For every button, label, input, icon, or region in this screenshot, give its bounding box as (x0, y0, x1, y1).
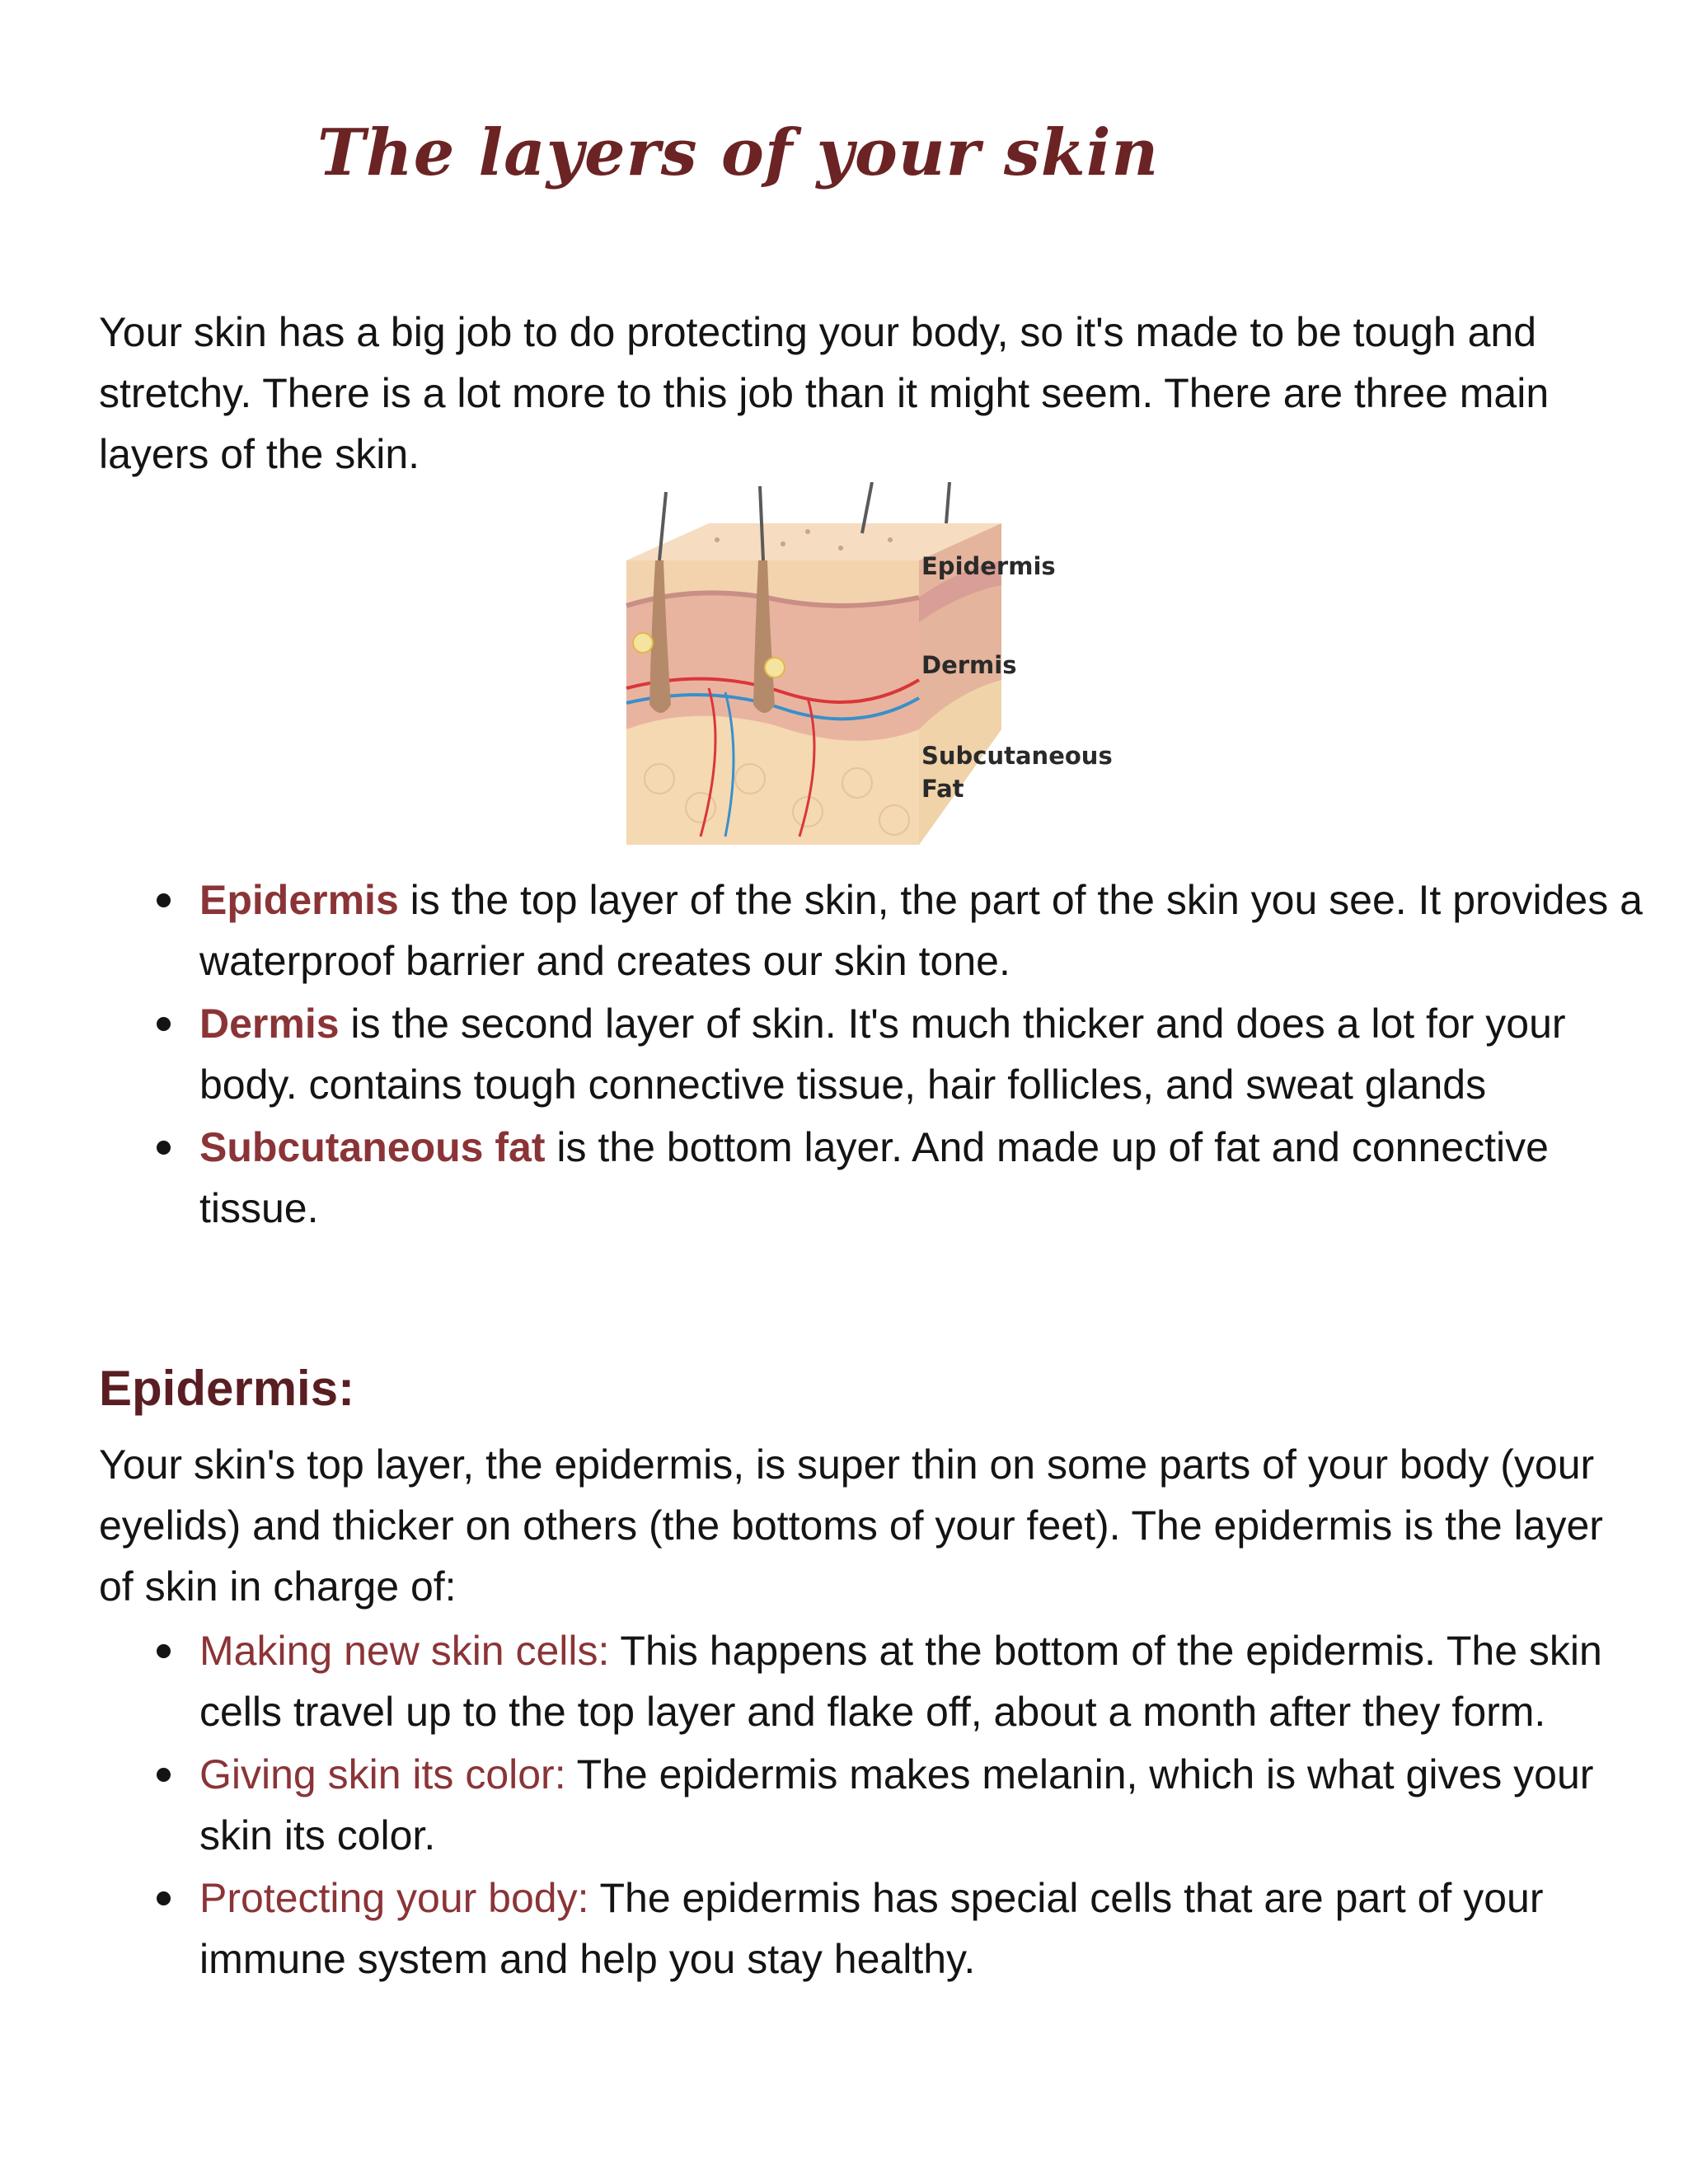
layer-description: is the top layer of the skin, the part of the skin you see. It provides a waterproof barrier and creates our skin tone. (199, 877, 1643, 984)
section-heading-epidermis: Epidermis: (99, 1361, 355, 1416)
list-item (99, 1744, 1648, 1866)
layer-description: is the second layer of skin. It's much thicker and does a lot for your body. contains tough connective tissue, hair follicles, and sweat glands (199, 1001, 1566, 1108)
function-term: Making new skin cells: (199, 1628, 610, 1674)
layer-term: Epidermis (199, 877, 399, 923)
list-item (99, 1620, 1648, 1742)
epidermis-functions-list (99, 1620, 1648, 1990)
subcutaneous-label: Subcutaneous (921, 742, 1113, 770)
function-description: The epidermis has special cells that are part of your immune system and help you stay healthy. (199, 1875, 1544, 1982)
function-description: This happens at the bottom of the epidermis. The skin cells travel up to the top layer and flake off, about a month after they form. (199, 1628, 1602, 1735)
function-term: Giving skin its color: (199, 1751, 566, 1797)
bullet-icon (157, 1768, 171, 1782)
layer-term: Subcutaneous fat (199, 1124, 546, 1170)
layer-term: Dermis (199, 1001, 340, 1047)
skin-layers-list (99, 869, 1648, 1239)
list-item (99, 1868, 1648, 1990)
skin-cross-section-illustration (610, 482, 1137, 853)
bullet-icon (157, 1644, 171, 1658)
epidermis-paragraph: Your skin's top layer, the epidermis, is super thin on some parts of your body (your eyelids) and thicker on others (the bottoms of your feet). The epidermis is the layer of skin in charge of: (99, 1441, 1603, 1610)
layer-description: is the bottom layer. And made up of fat and connective tissue. (199, 1124, 1549, 1231)
page-title: The layers of your skin (317, 115, 1160, 190)
bullet-icon (157, 1141, 171, 1155)
dermis-label: Dermis (921, 651, 1017, 679)
skin-layers-diagram (610, 482, 1137, 853)
function-term: Protecting your body: (199, 1875, 589, 1921)
list-item (99, 1117, 1648, 1239)
list-item (99, 993, 1648, 1115)
bullet-icon (157, 1017, 171, 1031)
bullet-icon (157, 1891, 171, 1905)
bullet-icon (157, 893, 171, 907)
list-item (99, 869, 1648, 991)
fat-label: Fat (921, 775, 964, 803)
epidermis-label: Epidermis (921, 552, 1056, 580)
intro-paragraph: Your skin has a big job to do protecting your body, so it's made to be tough and stretchy. There is a lot more to this job than it might seem. There are three main layers of the skin. (99, 309, 1550, 477)
function-description: The epidermis makes melanin, which is what gives your skin its color. (199, 1751, 1594, 1858)
